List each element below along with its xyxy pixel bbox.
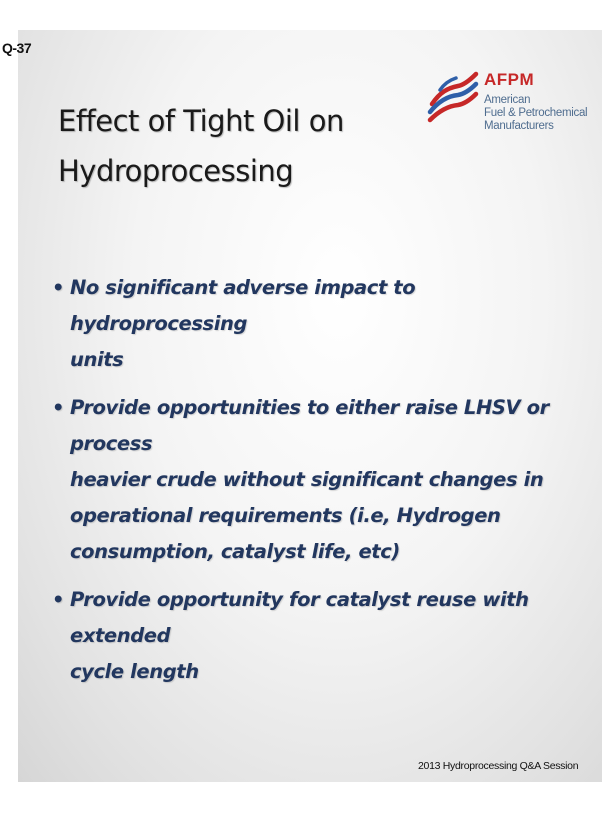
bullet-line: Provide opportunities to either raise LHSV or process [70, 396, 549, 455]
bullet-line: units [70, 348, 124, 371]
bullet-item [52, 270, 572, 378]
logo-line-2: Fuel & Petrochemical [484, 107, 588, 119]
bullet-line: consumption, catalyst life, etc) [70, 540, 400, 563]
bullet-marker: • [52, 276, 65, 299]
afpm-logo [426, 66, 596, 176]
bullet-line: cycle length [70, 660, 199, 683]
bullet-marker: • [52, 396, 65, 419]
bullet-list [52, 270, 572, 702]
question-number: Q-37 [2, 40, 32, 56]
logo-acronym: AFPM [484, 70, 535, 89]
bullet-line: Provide opportunity for catalyst reuse with extended [70, 588, 529, 647]
slide-title [58, 96, 388, 196]
bullet-line: operational requirements (i.e, Hydrogen [70, 504, 501, 527]
bullet-marker: • [52, 588, 65, 611]
bullet-item [52, 582, 572, 690]
bullet-line: heavier crude without significant changes in [70, 468, 544, 491]
slide-title-line-2: Hydroprocessing [58, 154, 294, 188]
logo-line-1: American [484, 94, 531, 106]
logo-line-3: Manufacturers [484, 120, 554, 132]
slide-title-line-1: Effect of Tight Oil on [58, 104, 344, 138]
flag-stripes-icon [426, 68, 480, 124]
footer-session-label: 2013 Hydroprocessing Q&A Session [418, 760, 579, 772]
bullet-item [52, 390, 572, 570]
bullet-line: No significant adverse impact to hydroprocessing [70, 276, 416, 335]
